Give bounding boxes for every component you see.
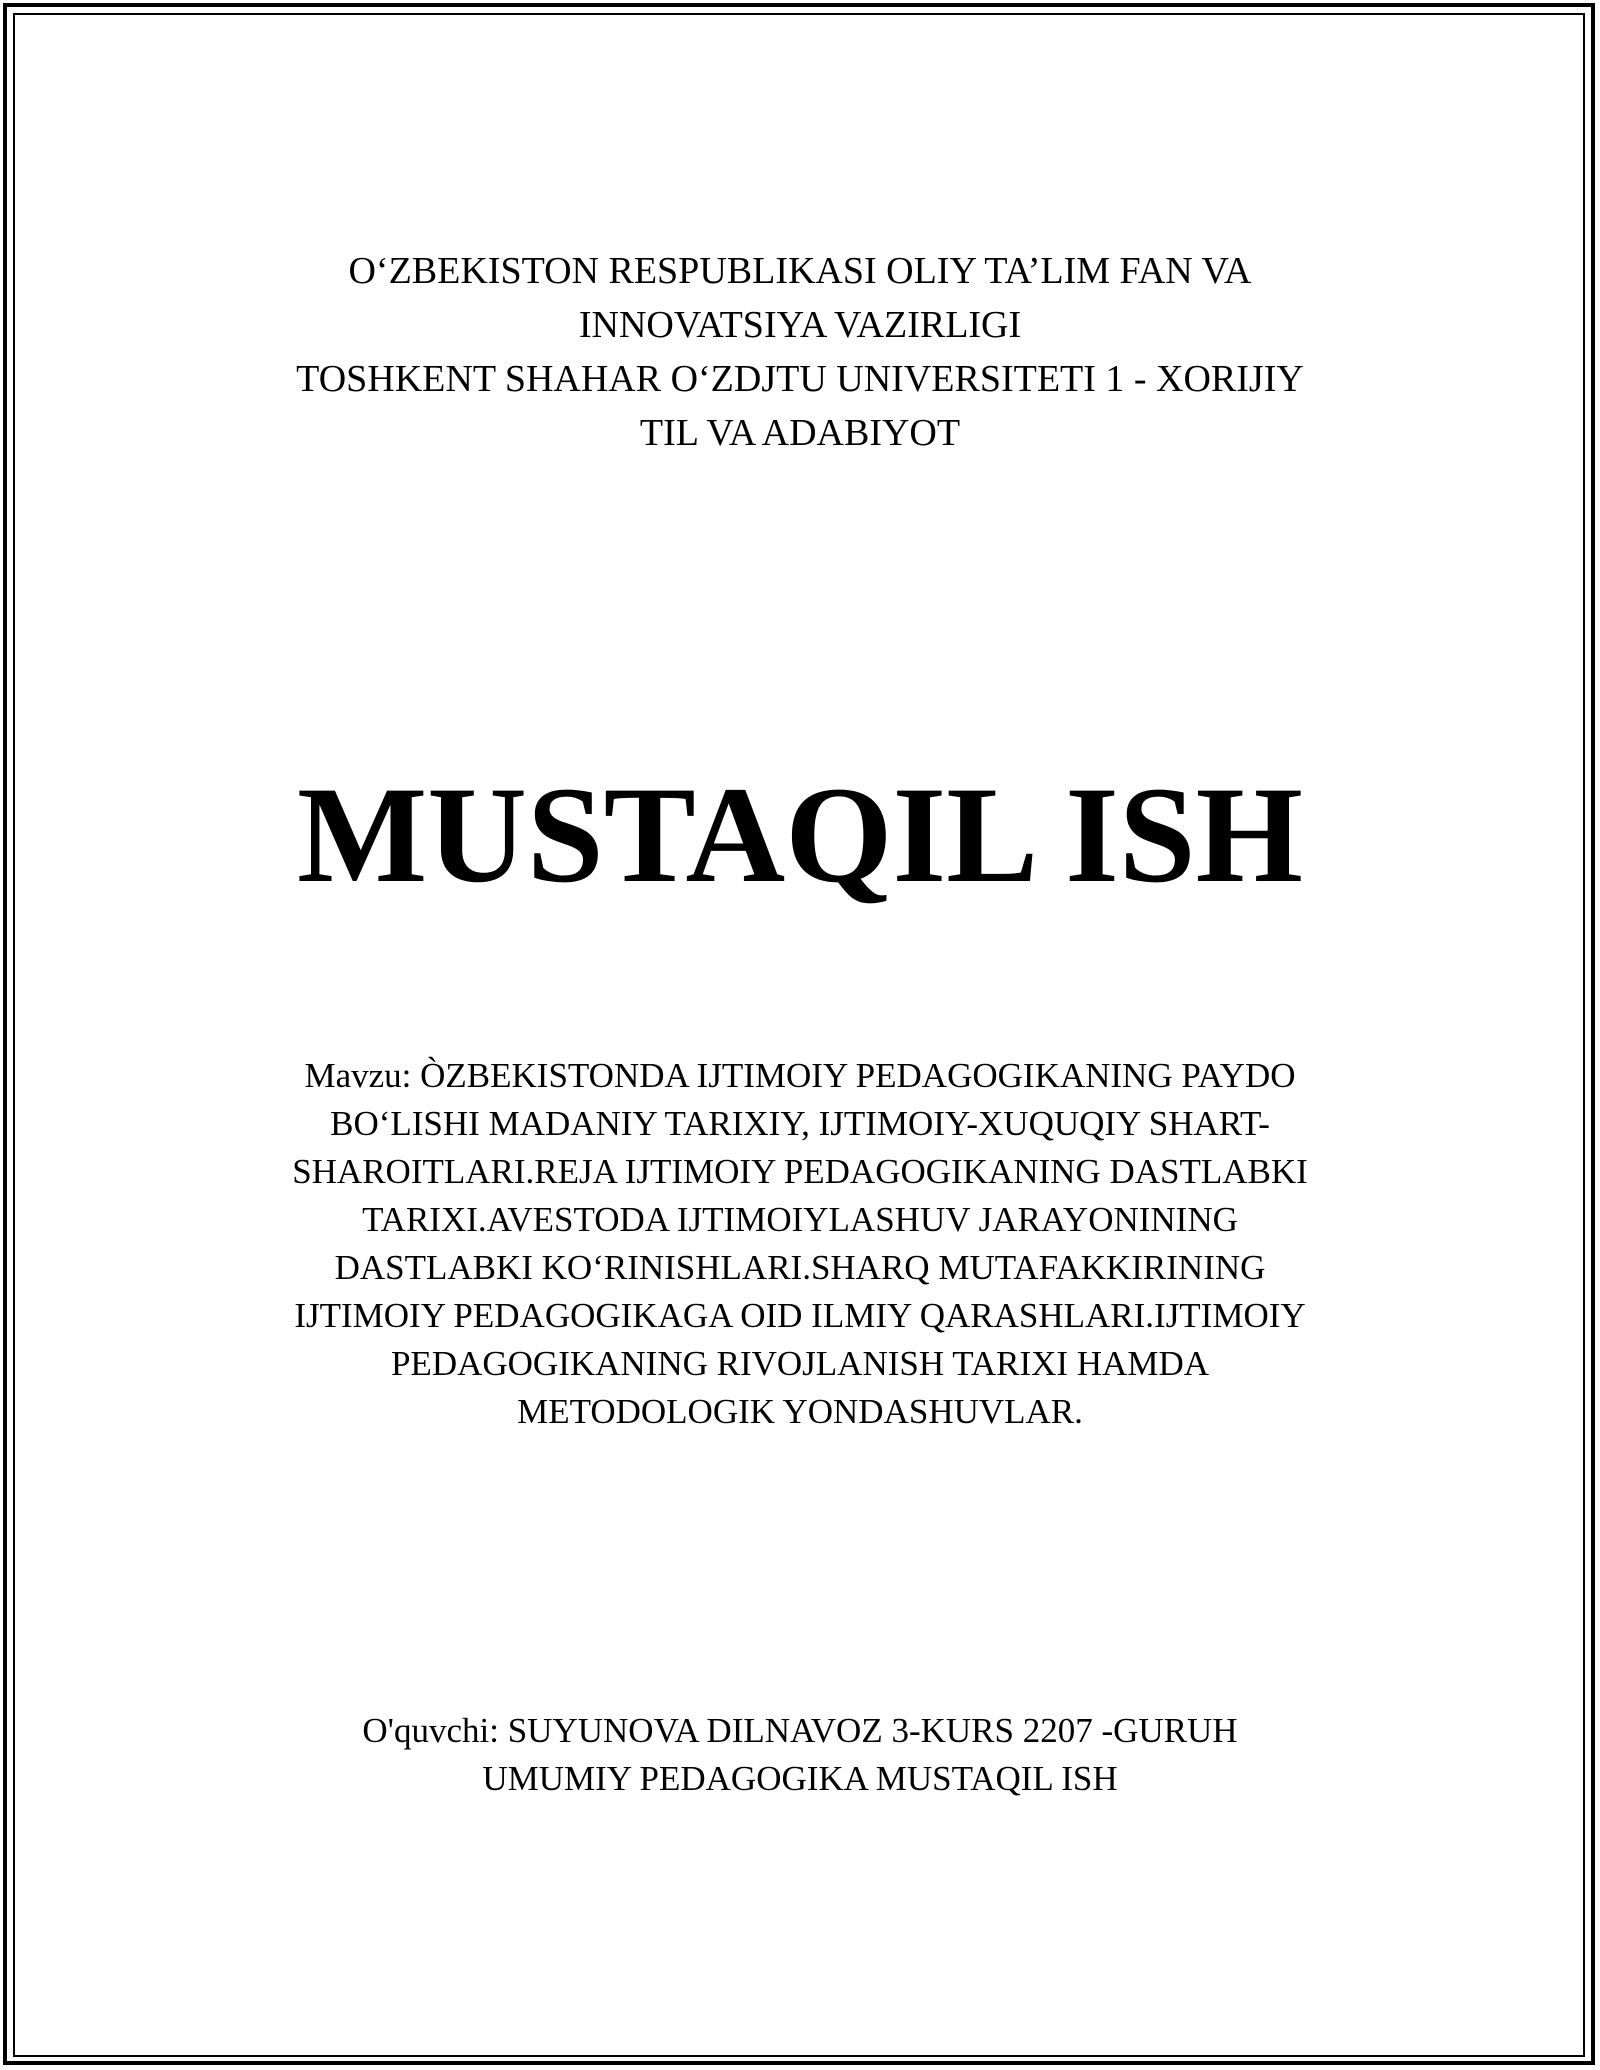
header-line: TIL VA ADABIYOT (639, 412, 961, 454)
topic-line: BO‘LISHI MADANIY TARIXIY, IJTIMOIY-XUQUQIY SHART- (330, 1104, 1270, 1143)
topic-line: METODOLOGIK YONDASHUVLAR. (517, 1392, 1083, 1431)
topic-block (200, 1052, 1400, 1436)
header-line: INNOVATSIYA VAZIRLIGI (578, 304, 1022, 346)
student-line: UMUMIY PEDAGOGIKA MUSTAQIL ISH (482, 1759, 1118, 1798)
ministry-header (200, 244, 1400, 460)
topic-line: TARIXI.AVESTODA IJTIMOIYLASHUV JARAYONINING (362, 1200, 1238, 1239)
document-title: MUSTAQIL ISH (297, 758, 1303, 911)
header-line: O‘ZBEKISTON RESPUBLIKASI OLIY TA’LIM FAN VA (348, 250, 1252, 292)
topic-line: DASTLABKI KO‘RINISHLARI.SHARQ MUTAFAKKIRINING (334, 1248, 1266, 1287)
topic-line: IJTIMOIY PEDAGOGIKAGA OID ILMIY QARASHLARI.IJTIMOIY (294, 1296, 1306, 1335)
topic-line: PEDAGOGIKANING RIVOJLANISH TARIXI HAMDA (390, 1344, 1210, 1383)
topic-line: SHAROITLARI.REJA IJTIMOIY PEDAGOGIKANING DASTLABKI (292, 1152, 1308, 1191)
student-line: O'quvchi: SUYUNOVA DILNAVOZ 3-KURS 2207 -GURUH (362, 1711, 1238, 1750)
student-info (200, 1707, 1400, 1803)
topic-line: Mavzu: ÒZBEKISTONDA IJTIMOIY PEDAGOGIKANING PAYDO (304, 1056, 1296, 1095)
header-line: TOSHKENT SHAHAR O‘ZDJTU UNIVERSITETI 1 - XORIJIY (296, 358, 1304, 400)
